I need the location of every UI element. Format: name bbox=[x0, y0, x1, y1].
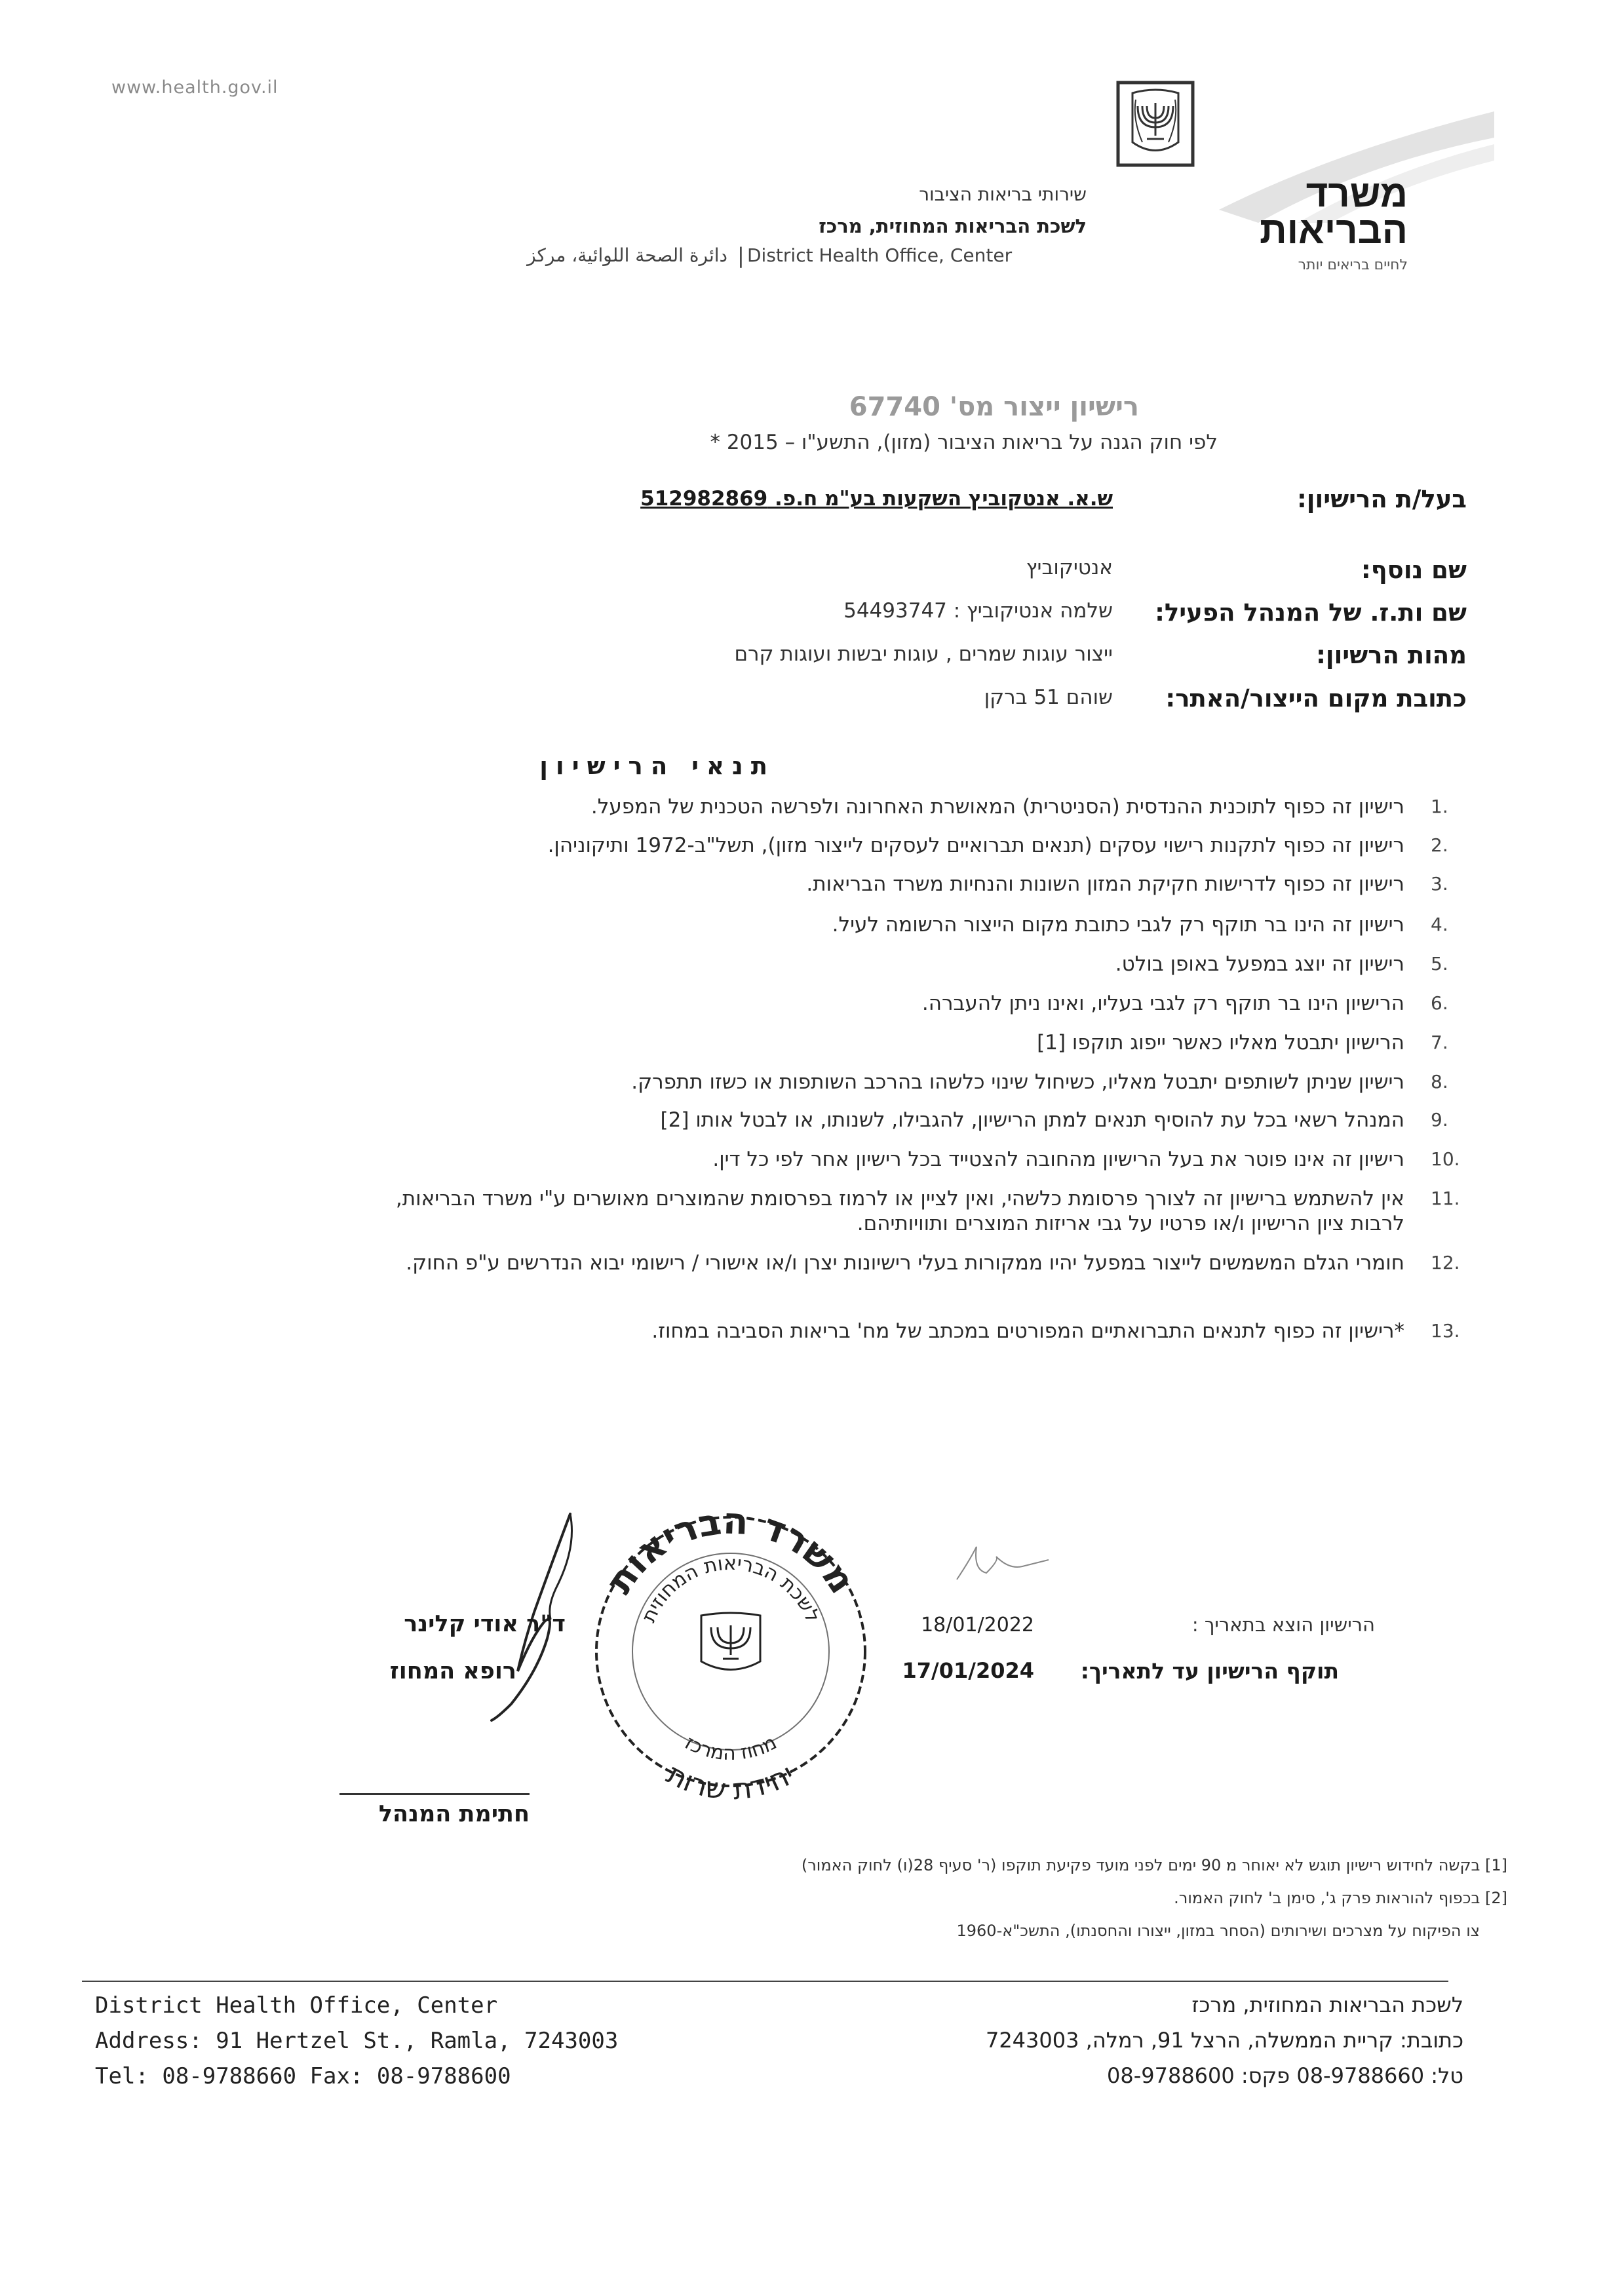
issued-date-value: 18/01/2022 bbox=[921, 1614, 1034, 1637]
svg-text:משרד הבריאות bbox=[598, 1500, 864, 1601]
license-title: רישיון ייצור מס' 67740 bbox=[849, 392, 1139, 422]
signature-line bbox=[339, 1793, 530, 1795]
manager-label: שם ות.ז. של המנהל הפעיל: bbox=[1155, 598, 1467, 627]
manager-value: שלמה אנטיקוביץ : 54493747 bbox=[843, 599, 1113, 623]
condition-text: רישיון זה כפוף לתוכנית ההנדסית (הסניטרית) המאושרת האחרונה ולפרשה הטכנית של המפעל. bbox=[590, 795, 1404, 819]
condition-text: רישיון זה יוצג במפעל באופן בולט. bbox=[1115, 952, 1404, 976]
footer-divider bbox=[82, 1981, 1448, 1982]
condition-text: רישיון זה כפוף לדרישות חקיקת המזון השונות והנחיות משרד הבריאות. bbox=[806, 872, 1404, 896]
signer-role: רופא המחוז bbox=[389, 1658, 516, 1684]
svg-text:מחוז המרכז bbox=[681, 1731, 781, 1765]
ministry-logo-title bbox=[1237, 172, 1408, 252]
logo-title-line1: משרד bbox=[1305, 172, 1408, 215]
footer-address-en: Address: 91 Hertzel St., Ramla, 7243003 bbox=[95, 2028, 619, 2054]
condition-number: 4. bbox=[1431, 914, 1448, 935]
condition-text: *רישיון זה כפוף לתנאים התברואתיים המפורטים במכתב של מח' בריאות הסביבה במחוז. bbox=[651, 1319, 1404, 1343]
footnote-1: [1] בקשה לחידוש רישיון תוגש לא יאוחר מ 90 ימים לפני מועד פקיעת תוקפו (ר' סעיף 28(ו) לחוק האמור) bbox=[801, 1856, 1507, 1874]
signature-caption: חתימת המנהל bbox=[378, 1801, 530, 1827]
condition-number: 2. bbox=[1431, 834, 1448, 856]
license-nature-label: מהות הרשיון: bbox=[1316, 641, 1467, 669]
footer-office-en: District Health Office, Center bbox=[95, 1992, 498, 2019]
footnote-2: [2] בכפוף להוראות פרק ג', סימן ב' לחוק האמור. bbox=[1174, 1889, 1507, 1907]
condition-text: חומרי הגלם המשמשים לייצור במפעל יהיו ממקורות בעלי רישיונות יצרן ו/או אישורי / רישומי יבוא הנדרשים ע"פ החוק. bbox=[406, 1251, 1404, 1275]
condition-text: אין להשתמש ברישיון זה לצורך פרסומת כלשהי, ואין לציין או לרמוז בפרסומת שהמוצרים מאושרים ע"י משרד הבריאות, bbox=[395, 1187, 1404, 1211]
department-arabic: دائرة الصحة اللوائية، مركز bbox=[527, 244, 727, 266]
logo-title-line2: הבריאות bbox=[1260, 209, 1408, 252]
site-url: www.health.gov.il bbox=[111, 77, 279, 98]
condition-number: 8. bbox=[1431, 1071, 1448, 1093]
condition-number: 9. bbox=[1431, 1109, 1448, 1131]
license-subtitle: לפי חוק הגנה על בריאות הציבור (מזון), התשע"ו – 2015 * bbox=[710, 431, 1218, 454]
footer-office-he: לשכת הבריאות המחוזית, מרכז bbox=[1191, 1992, 1463, 2017]
condition-number: 7. bbox=[1431, 1032, 1448, 1053]
condition-text: רישיון זה כפוף לתקנות רישוי עסקים (תנאים תברואיים לעסקים לייצור מזון), תשל"ב-1972 ותיקוניהן. bbox=[547, 834, 1404, 857]
condition-number: 13. bbox=[1431, 1320, 1460, 1342]
initials-scribble-icon bbox=[950, 1534, 1055, 1593]
state-emblem-icon bbox=[1106, 80, 1205, 168]
condition-text: הרישיון יתבטל מאליו כאשר ייפוג תוקפו [1] bbox=[1037, 1031, 1404, 1055]
holder-label: בעל/ת הרישיון: bbox=[1297, 485, 1467, 513]
site-address-value: שוהם 51 ברקן bbox=[984, 686, 1113, 709]
condition-number: 10. bbox=[1431, 1148, 1460, 1170]
condition-number: 1. bbox=[1431, 796, 1448, 817]
condition-number: 3. bbox=[1431, 873, 1448, 895]
additional-name-label: שם נוסף: bbox=[1361, 556, 1467, 584]
conditions-title: תנאי הרישיון bbox=[539, 752, 775, 780]
department-service: שירותי בריאות הציבור bbox=[919, 184, 1087, 205]
official-stamp-icon bbox=[577, 1498, 885, 1806]
condition-number: 5. bbox=[1431, 953, 1448, 975]
site-address-label: כתובת מקום הייצור/האתר: bbox=[1165, 684, 1467, 712]
stamp-outer-text: משרד הבריאות bbox=[598, 1500, 864, 1602]
condition-text: רישיון זה הינו בר תוקף רק לגבי כתובת מקום הייצור הרשומה לעיל. bbox=[832, 913, 1404, 937]
condition-number: 11. bbox=[1431, 1188, 1460, 1209]
department-office: לשכת הבריאות המחוזית, מרכז bbox=[819, 215, 1087, 237]
stamp-inner-text: לשכת הבריאות המחוזית bbox=[637, 1551, 824, 1626]
signer-name: ד"ר אודי קלינר bbox=[404, 1611, 566, 1637]
footer-address-he: כתובת: קריית הממשלה, הרצל 91, רמלה, 7243003 bbox=[985, 2028, 1463, 2053]
holder-value: ש.א. אנטקוביץ השקעות בע"מ ח.פ. 512982869 bbox=[640, 487, 1113, 511]
valid-until-label: תוקף הרישיון עד לתאריך: bbox=[1080, 1658, 1339, 1684]
condition-text: רישיון שניתן לשותפים יתבטל מאליו, כשיחול שינוי כלשהו בהרכב השותפות או כשזו תתפרק. bbox=[631, 1070, 1404, 1094]
footnote-3: צו הפיקוח על מצרכים ושירותים (הסחר במזון, ייצורו והחסנתו), התשכ"א-1960 bbox=[956, 1922, 1480, 1940]
condition-number: 6. bbox=[1431, 992, 1448, 1014]
condition-text-continued: לרבות ציון הרישיון ו/או פרטיו על גבי אריזות המוצרים ותוויותיהם. bbox=[857, 1212, 1404, 1235]
stamp-bottom-text: מחוז המרכז bbox=[681, 1731, 781, 1766]
condition-text: הרישיון הינו בר תוקף רק לגבי בעליו, ואינו ניתן להעברה. bbox=[921, 992, 1404, 1015]
stamp-unit-text: יחידת שרות bbox=[661, 1757, 801, 1806]
license-nature-value: ייצור עוגות שמרים , עוגות יבשות ועוגות קרם bbox=[734, 642, 1113, 666]
condition-text: המנהל רשאי בכל עת להוסיף תנאים למתן הרישיון, להגבילו, לשנותו, או לבטל אותו [2] bbox=[660, 1108, 1404, 1132]
issued-date-label: הרישיון הוצא בתאריך : bbox=[1191, 1614, 1375, 1636]
department-separator: | bbox=[737, 243, 744, 268]
valid-until-value: 17/01/2024 bbox=[902, 1658, 1034, 1683]
condition-text: רישיון זה אינו פוטר את בעל הרישיון מהחובה להצטייד בכל רישיון אחר לפי כל דין. bbox=[712, 1148, 1404, 1171]
additional-name-value: אנטיקוביץ bbox=[1026, 556, 1113, 579]
department-english: District Health Office, Center bbox=[747, 244, 1013, 266]
footer-phone-en: Tel: 08-9788660 Fax: 08-9788600 bbox=[95, 2063, 511, 2089]
footer-phone-he: טל: 08-9788660 פקס: 08-9788600 bbox=[1106, 2063, 1463, 2088]
logo-slogan: לחיים בריאים יותר bbox=[1298, 257, 1408, 273]
condition-number: 12. bbox=[1431, 1252, 1460, 1273]
